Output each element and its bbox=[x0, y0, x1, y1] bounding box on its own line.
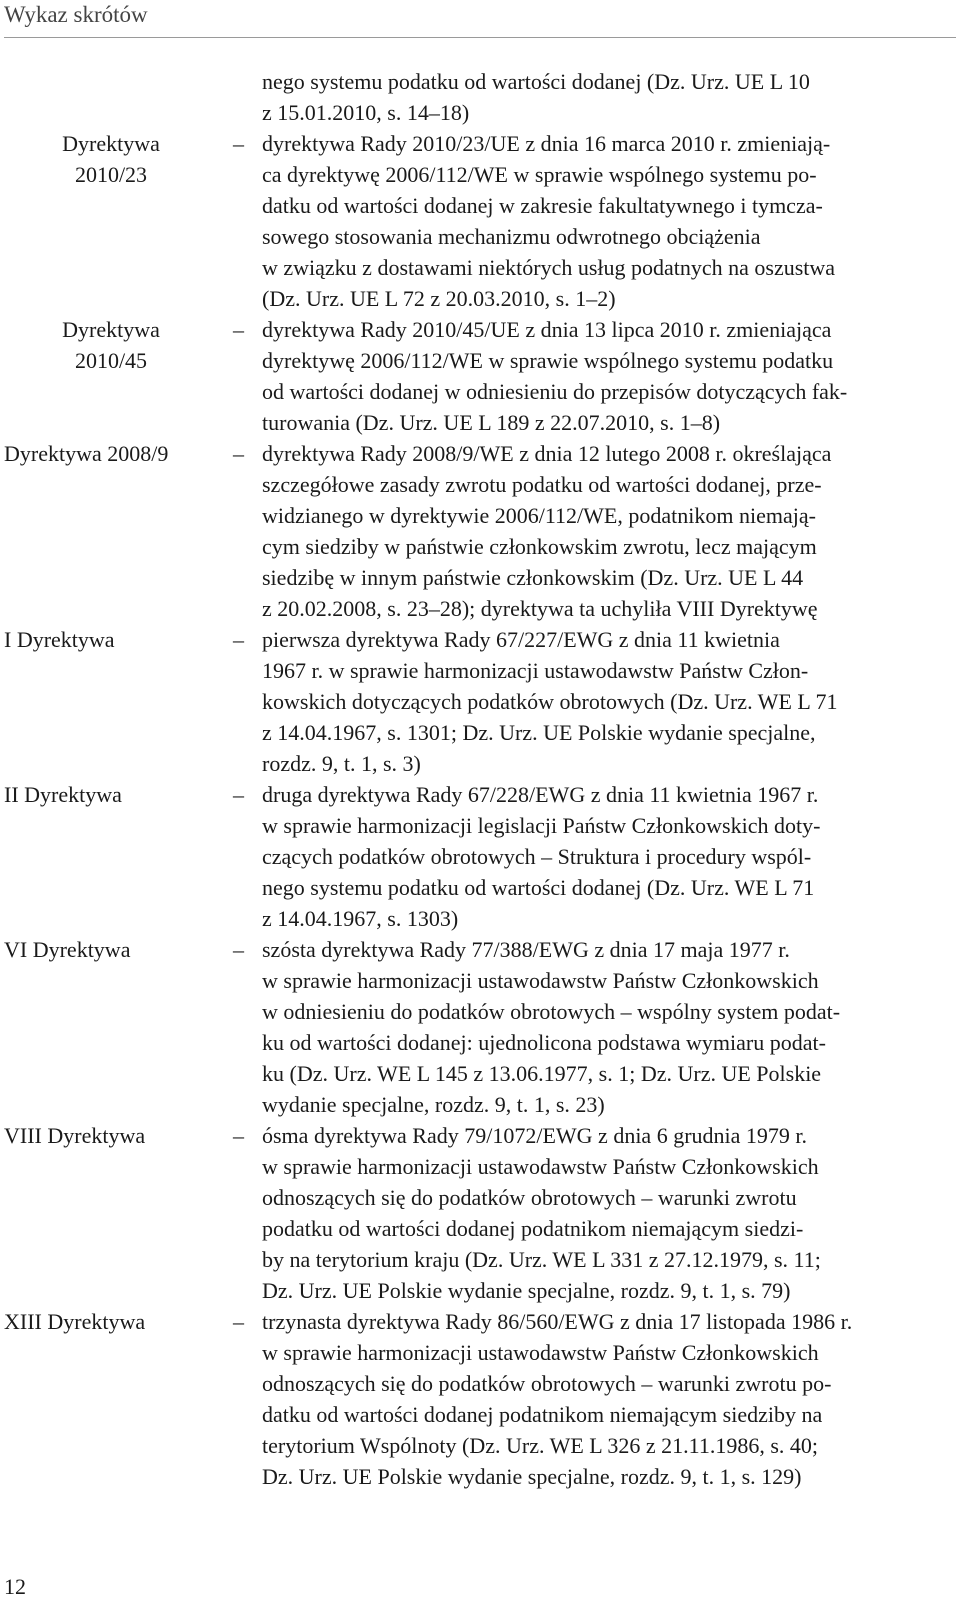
entry-definition bbox=[262, 779, 928, 934]
abbreviation-entry bbox=[0, 779, 960, 934]
definition-line: Dz. Urz. UE Polskie wydanie specjalne, rozdz. 9, t. 1, s. 79) bbox=[262, 1278, 791, 1303]
definition-line: szczegółowe zasady zwrotu podatku od wartości dodanej, prze- bbox=[262, 472, 822, 497]
entry-term bbox=[4, 779, 219, 810]
entry-dash: – bbox=[233, 1309, 244, 1334]
definition-line: by na terytorium kraju (Dz. Urz. WE L 331 z 27.12.1979, s. 11; bbox=[262, 1247, 821, 1272]
term-line: XIII Dyrektywa bbox=[4, 1309, 146, 1334]
definition-line: wydanie specjalne, rozdz. 9, t. 1, s. 23) bbox=[262, 1092, 605, 1117]
abbreviation-entry bbox=[0, 1306, 960, 1492]
abbreviation-entry bbox=[0, 934, 960, 1120]
definition-line: rozdz. 9, t. 1, s. 3) bbox=[262, 751, 421, 776]
term-line: 2010/45 bbox=[74, 348, 148, 373]
definition-line: z 14.04.1967, s. 1301; Dz. Urz. UE Polskie wydanie specjalne, bbox=[262, 720, 816, 745]
definition-line: sowego stosowania mechanizmu odwrotnego obciążenia bbox=[262, 224, 761, 249]
definition-line: nego systemu podatku od wartości dodanej (Dz. Urz. UE L 10 bbox=[262, 69, 810, 94]
entry-term bbox=[4, 438, 219, 469]
definition-line: w sprawie harmonizacji legislacji Państw Członkowskich doty- bbox=[262, 813, 821, 838]
definition-line: datku od wartości dodanej w zakresie fakultatywnego i tymcza- bbox=[262, 193, 823, 218]
term-line: 2010/23 bbox=[74, 162, 148, 187]
definition-line: w sprawie harmonizacji ustawodawstw Państw Członkowskich bbox=[262, 968, 819, 993]
definition-line: w sprawie harmonizacji ustawodawstw Państw Członkowskich bbox=[262, 1154, 819, 1179]
definition-line: dyrektywę 2006/112/WE w sprawie wspólnego systemu podatku bbox=[262, 348, 834, 373]
definition-line: z 15.01.2010, s. 14–18) bbox=[262, 100, 470, 125]
entry-term bbox=[4, 934, 219, 965]
definition-line: ku od wartości dodanej: ujednolicona podstawa wymiaru podat- bbox=[262, 1030, 826, 1055]
section-title: Wykaz skrótów bbox=[4, 2, 148, 27]
entry-dash: – bbox=[233, 782, 244, 807]
entry-definition bbox=[262, 438, 928, 624]
definition-line: kowskich dotyczących podatków obrotowych (Dz. Urz. WE L 71 bbox=[262, 689, 838, 714]
term-line: Dyrektywa bbox=[62, 317, 160, 342]
definition-line: od wartości dodanej w odniesieniu do przepisów dotyczących fak- bbox=[262, 379, 848, 404]
definition-line: podatku od wartości dodanej podatnikom niemającym siedzi- bbox=[262, 1216, 804, 1241]
entry-definition bbox=[262, 314, 928, 438]
definition-line: siedzibę w innym państwie członkowskim (Dz. Urz. UE L 44 bbox=[262, 565, 804, 590]
entry-term bbox=[4, 1306, 219, 1337]
definition-line: czących podatków obrotowych – Struktura i procedury wspól- bbox=[262, 844, 812, 869]
term-line: Dyrektywa 2008/9 bbox=[4, 441, 169, 466]
definition-line: z 14.04.1967, s. 1303) bbox=[262, 906, 459, 931]
definition-line: szósta dyrektywa Rady 77/388/EWG z dnia 17 maja 1977 r. bbox=[262, 937, 790, 962]
definition-line: datku od wartości dodanej podatnikom niemającym siedziby na bbox=[262, 1402, 823, 1427]
entry-definition bbox=[262, 624, 928, 779]
definition-line: trzynasta dyrektywa Rady 86/560/EWG z dnia 17 listopada 1986 r. bbox=[262, 1309, 853, 1334]
entry-dash: – bbox=[233, 317, 244, 342]
definition-line: ca dyrektywę 2006/112/WE w sprawie wspólnego systemu po- bbox=[262, 162, 817, 187]
abbreviation-list bbox=[0, 66, 960, 1492]
definition-line: pierwsza dyrektywa Rady 67/227/EWG z dnia 11 kwietnia bbox=[262, 627, 780, 652]
abbreviation-entry bbox=[0, 128, 960, 314]
entry-dash: – bbox=[233, 441, 244, 466]
entry-dash: – bbox=[233, 1123, 244, 1148]
definition-line: ku (Dz. Urz. WE L 145 z 13.06.1977, s. 1; Dz. Urz. UE Polskie bbox=[262, 1061, 822, 1086]
entry-definition bbox=[262, 66, 928, 128]
definition-line: cym siedziby w państwie członkowskim zwrotu, lecz mającym bbox=[262, 534, 817, 559]
entry-term bbox=[4, 624, 219, 655]
definition-line: z 20.02.2008, s. 23–28); dyrektywa ta uchyliła VIII Dyrektywę bbox=[262, 596, 818, 621]
abbreviation-entry bbox=[0, 624, 960, 779]
term-line: Dyrektywa bbox=[62, 131, 160, 156]
entry-definition bbox=[262, 1120, 928, 1306]
header-divider bbox=[4, 37, 956, 38]
entry-term bbox=[16, 128, 206, 190]
definition-line: 1967 r. w sprawie harmonizacji ustawodawstw Państw Człon- bbox=[262, 658, 809, 683]
entry-dash: – bbox=[233, 627, 244, 652]
definition-line: w odniesieniu do podatków obrotowych – wspólny system podat- bbox=[262, 999, 841, 1024]
definition-line: dyrektywa Rady 2008/9/WE z dnia 12 lutego 2008 r. określająca bbox=[262, 441, 832, 466]
definition-line: odnoszących się do podatków obrotowych – warunki zwrotu po- bbox=[262, 1371, 832, 1396]
entry-dash: – bbox=[233, 937, 244, 962]
definition-line: dyrektywa Rady 2010/45/UE z dnia 13 lipca 2010 r. zmieniająca bbox=[262, 317, 832, 342]
entry-term bbox=[4, 1120, 219, 1151]
definition-line: odnoszących się do podatków obrotowych – warunki zwrotu bbox=[262, 1185, 797, 1210]
definition-line: druga dyrektywa Rady 67/228/EWG z dnia 11 kwietnia 1967 r. bbox=[262, 782, 819, 807]
definition-line: terytorium Wspólnoty (Dz. Urz. WE L 326 z 21.11.1986, s. 40; bbox=[262, 1433, 819, 1458]
entry-dash: – bbox=[233, 131, 244, 156]
entry-definition bbox=[262, 128, 928, 314]
entry-definition bbox=[262, 1306, 928, 1492]
definition-line: w sprawie harmonizacji ustawodawstw Państw Członkowskich bbox=[262, 1340, 819, 1365]
abbreviation-entry bbox=[0, 66, 960, 128]
definition-line: turowania (Dz. Urz. UE L 189 z 22.07.2010, s. 1–8) bbox=[262, 410, 721, 435]
abbreviation-entry bbox=[0, 1120, 960, 1306]
definition-line: nego systemu podatku od wartości dodanej (Dz. Urz. WE L 71 bbox=[262, 875, 815, 900]
page-number: 12 bbox=[4, 1574, 26, 1599]
definition-line: w związku z dostawami niektórych usług podatnych na oszustwa bbox=[262, 255, 836, 280]
definition-line: Dz. Urz. UE Polskie wydanie specjalne, rozdz. 9, t. 1, s. 129) bbox=[262, 1464, 802, 1489]
term-line: I Dyrektywa bbox=[4, 627, 115, 652]
abbreviation-entry bbox=[0, 438, 960, 624]
page-header bbox=[4, 0, 956, 40]
abbreviation-entry bbox=[0, 314, 960, 438]
definition-line: (Dz. Urz. UE L 72 z 20.03.2010, s. 1–2) bbox=[262, 286, 616, 311]
entry-definition bbox=[262, 934, 928, 1120]
entry-term bbox=[16, 314, 206, 376]
term-line: VIII Dyrektywa bbox=[4, 1123, 146, 1148]
term-line: II Dyrektywa bbox=[4, 782, 122, 807]
term-line: VI Dyrektywa bbox=[4, 937, 131, 962]
definition-line: ósma dyrektywa Rady 79/1072/EWG z dnia 6 grudnia 1979 r. bbox=[262, 1123, 808, 1148]
definition-line: dyrektywa Rady 2010/23/UE z dnia 16 marca 2010 r. zmieniają- bbox=[262, 131, 831, 156]
definition-line: widzianego w dyrektywie 2006/112/WE, podatnikom niemają- bbox=[262, 503, 816, 528]
